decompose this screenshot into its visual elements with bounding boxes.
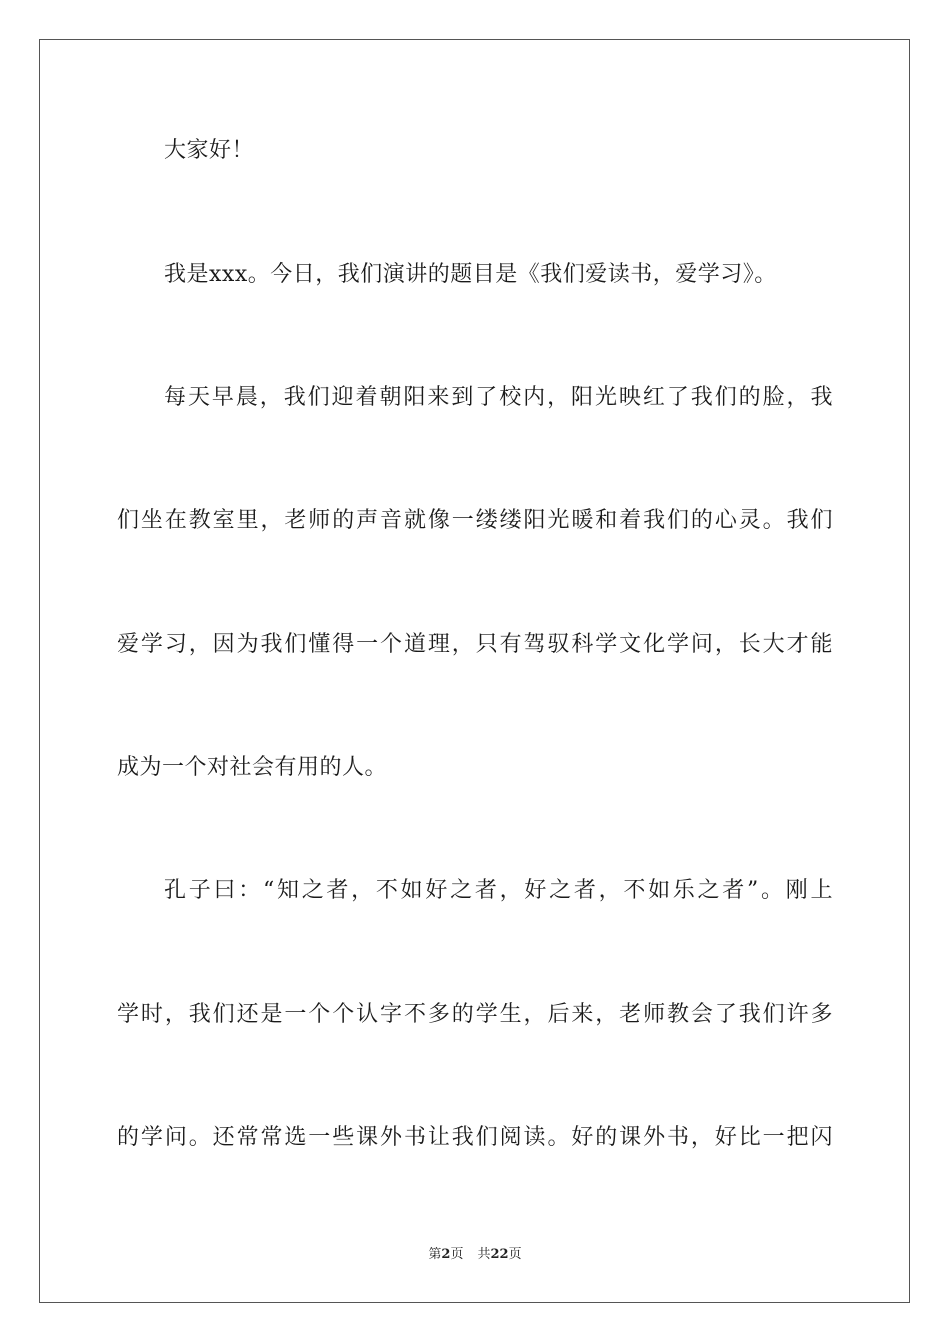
page-number: 2 [441,1247,451,1262]
paragraph-1-line-2: 们坐在教室里，老师的声音就像一缕缕阳光暖和着我们的心灵。我们 [117,508,833,533]
paragraph-2-line-2: 学时，我们还是一个个认字不多的学生，后来，老师教会了我们许多 [117,1002,833,1027]
page-prefix: 第 [428,1247,442,1262]
total-pages: 22 [490,1247,509,1262]
greeting-line: 大家好！ [164,138,255,163]
total-prefix: 共 [477,1247,491,1262]
paragraph-1-line-4: 成为一个对社会有用的人。 [117,755,388,780]
paragraph-1-line-3: 爱学习，因为我们懂得一个道理，只有驾驭科学文化学问，长大才能 [117,632,833,657]
paragraph-2-line-1: 孔子曰：“知之者，不如好之者，好之者，不如乐之者”。刚上 [164,878,833,903]
page-border [39,39,910,1303]
paragraph-1-line-1: 每天早晨，我们迎着朝阳来到了校内，阳光映红了我们的脸，我 [164,385,833,410]
page-footer [0,1246,950,1264]
page-suffix: 页 [450,1247,464,1262]
paragraph-2-line-3: 的学问。还常常选一些课外书让我们阅读。好的课外书，好比一把闪 [117,1125,833,1150]
total-suffix: 页 [508,1247,522,1262]
intro-line: 我是xxx。今日，我们演讲的题目是《我们爱读书，爱学习》。 [164,262,777,287]
